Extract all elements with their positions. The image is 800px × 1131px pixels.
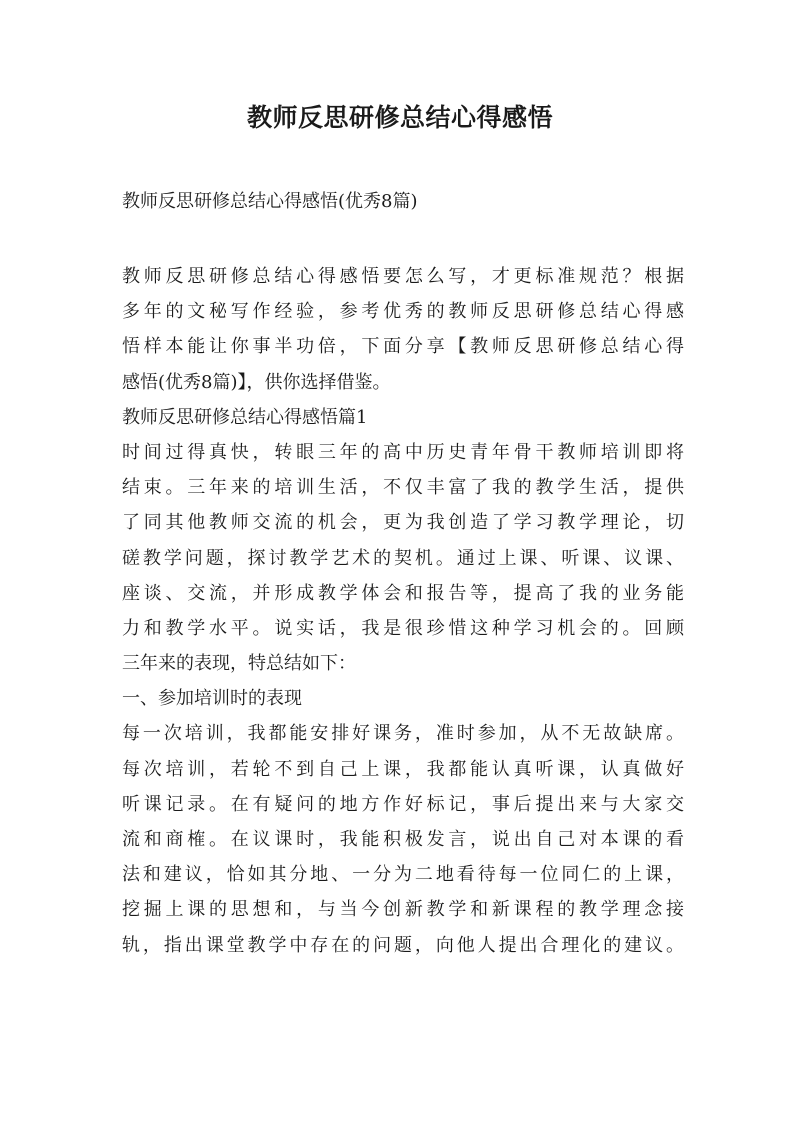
text-line: 挖掘上课的思想和，与当今创新教学和新课程的教学理念接	[122, 899, 684, 921]
text-line: 力和教学水平。说实话，我是很珍惜这种学习机会的。回顾	[122, 617, 684, 639]
text-line: 每一次培训，我都能安排好课务，准时参加，从不无故缺席。	[122, 723, 684, 745]
text-line: 听课记录。在有疑问的地方作好标记，事后提出来与大家交	[122, 793, 684, 815]
text-line: 每次培训，若轮不到自己上课，我都能认真听课，认真做好	[122, 758, 684, 780]
text-line: 一、参加培训时的表现	[122, 688, 302, 710]
document-body	[122, 259, 684, 963]
text-line: 轨，指出课堂教学中存在的问题，向他人提出合理化的建议。	[122, 934, 684, 956]
text-line: 时间过得真快，转眼三年的高中历史青年骨干教师培训即将	[122, 441, 684, 463]
text-line: 教师反思研修总结心得感悟要怎么写，才更标准规范？根据	[122, 266, 684, 287]
text-line: 磋教学问题，探讨教学艺术的契机。通过上课、听课、议课、	[122, 547, 684, 569]
text-line: 悟样本能让你事半功倍，下面分享【教师反思研修总结心得	[122, 336, 684, 358]
text-line: 法和建议，恰如其分地、一分为二地看待每一位同仁的上课，	[122, 864, 684, 886]
text-line: 座谈、交流，并形成教学体会和报告等，提高了我的业务能	[122, 582, 684, 604]
text-line: 流和商榷。在议课时，我能积极发言，说出自己对本课的看	[122, 829, 684, 850]
text-line: 感悟(优秀8篇)】，供你选择借鉴。	[122, 371, 391, 393]
document-subtitle: 教师反思研修总结心得感悟(优秀8篇)	[122, 191, 418, 212]
text-line: 教师反思研修总结心得感悟篇1	[122, 406, 368, 428]
document-title: 教师反思研修总结心得感悟	[246, 103, 553, 132]
text-line: 三年来的表现，特总结如下：	[122, 653, 356, 675]
text-line: 结束。三年来的培训生活，不仅丰富了我的教学生活，提供	[122, 477, 684, 499]
text-line: 了同其他教师交流的机会，更为我创造了学习教学理论，切	[122, 512, 684, 534]
text-line: 多年的文秘写作经验，参考优秀的教师反思研修总结心得感	[122, 301, 684, 323]
